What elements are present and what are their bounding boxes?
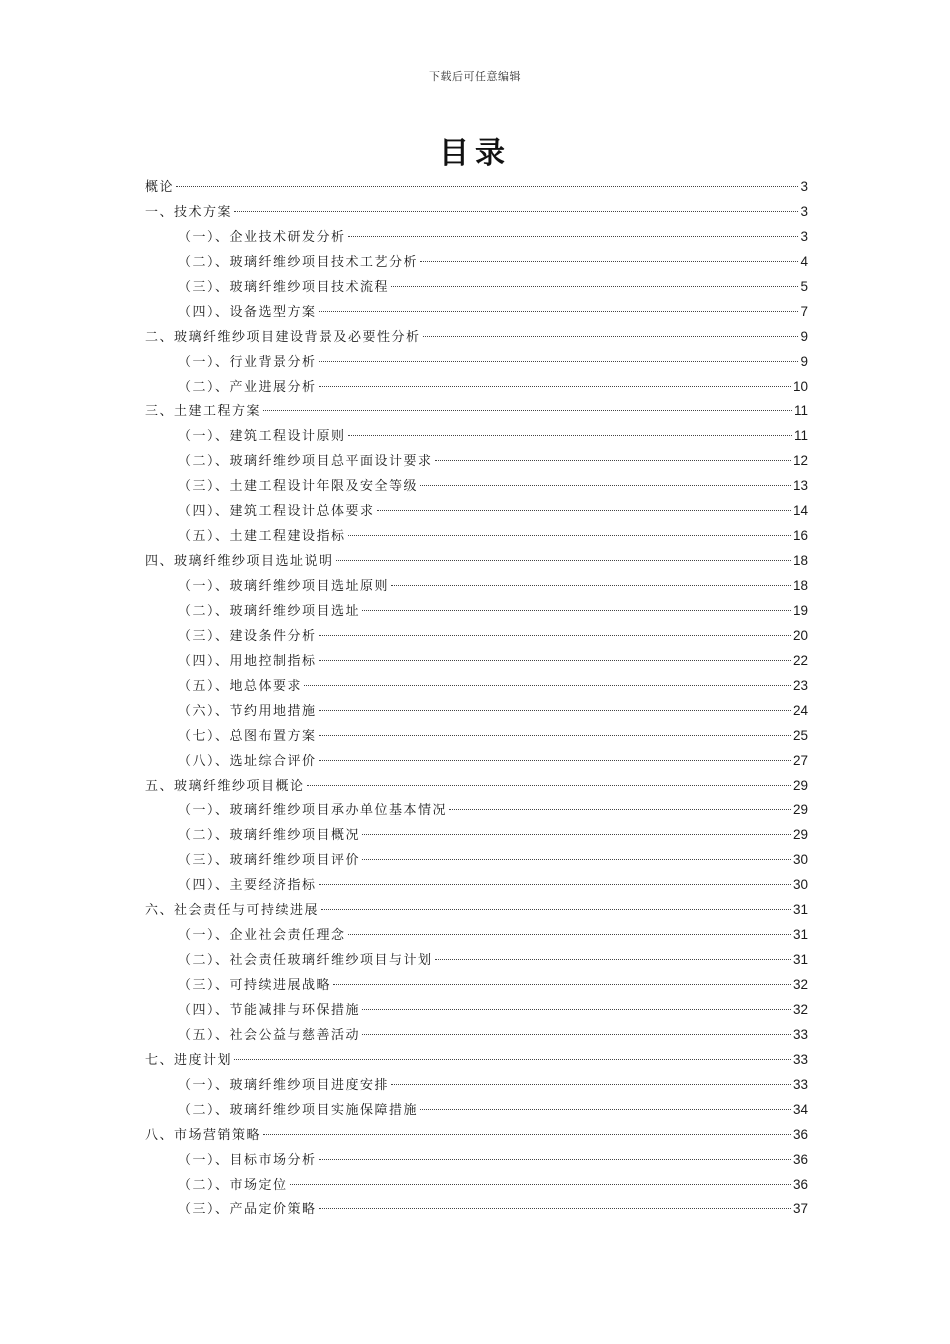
toc-dot-leader <box>362 1009 791 1010</box>
toc-entry[interactable] <box>145 1048 808 1073</box>
toc-entry-label: 五、玻璃纤维纱项目概论 <box>145 778 305 794</box>
toc-dot-leader <box>336 560 791 561</box>
toc-dot-leader <box>234 1059 791 1060</box>
toc-entry-page-number: 31 <box>792 952 808 968</box>
toc-entry-label: （四）、用地控制指标 <box>178 653 317 669</box>
toc-dot-leader <box>348 535 791 536</box>
toc-entry-label: （三）、产品定价策略 <box>178 1202 317 1218</box>
toc-entry-label: （三）、土建工程设计年限及安全等级 <box>178 479 419 495</box>
toc-entry-page-number: 4 <box>800 253 808 269</box>
toc-entry-page-number: 30 <box>792 852 808 868</box>
toc-entry-page-number: 12 <box>792 453 808 469</box>
table-of-contents <box>145 175 808 1222</box>
toc-entry-page-number: 24 <box>792 702 808 718</box>
toc-dot-leader <box>348 435 792 436</box>
toc-entry-label: 八、市场营销策略 <box>145 1127 262 1143</box>
toc-entry[interactable] <box>145 1197 808 1222</box>
toc-dot-leader <box>263 410 792 411</box>
toc-entry[interactable] <box>145 923 808 948</box>
toc-dot-leader <box>391 1084 791 1085</box>
toc-entry-page-number: 18 <box>792 553 808 569</box>
toc-entry-page-number: 22 <box>792 652 808 668</box>
toc-entry-page-number: 11 <box>793 428 808 444</box>
toc-dot-leader <box>319 760 791 761</box>
toc-entry-page-number: 31 <box>792 902 808 918</box>
toc-entry[interactable] <box>145 1023 808 1048</box>
toc-entry-label: （五）、社会公益与慈善活动 <box>178 1027 361 1043</box>
toc-dot-leader <box>263 1134 791 1135</box>
toc-entry-label: （二）、玻璃纤维纱项目概况 <box>178 828 361 844</box>
toc-entry-label: （四）、建筑工程设计总体要求 <box>178 504 375 520</box>
toc-entry-label: （二）、市场定位 <box>178 1177 288 1193</box>
toc-entry-label: （三）、玻璃纤维纱项目技术流程 <box>178 279 390 295</box>
toc-dot-leader <box>319 884 791 885</box>
toc-entry-label: （一）、目标市场分析 <box>178 1152 317 1168</box>
toc-entry[interactable] <box>145 200 808 225</box>
toc-dot-leader <box>391 286 798 287</box>
toc-dot-leader <box>176 186 798 187</box>
toc-entry-page-number: 29 <box>792 827 808 843</box>
toc-dot-leader <box>435 959 791 960</box>
toc-entry-label: （六）、节约用地措施 <box>178 703 317 719</box>
toc-entry-page-number: 16 <box>792 528 808 544</box>
toc-entry[interactable] <box>145 350 808 375</box>
toc-entry[interactable] <box>145 873 808 898</box>
toc-entry[interactable] <box>145 1073 808 1098</box>
toc-dot-leader <box>377 510 791 511</box>
page-title: 目录 <box>439 136 511 171</box>
toc-entry-page-number: 29 <box>792 802 808 818</box>
toc-dot-leader <box>348 236 799 237</box>
toc-dot-leader <box>362 610 791 611</box>
toc-entry[interactable] <box>145 724 808 749</box>
toc-entry-page-number: 3 <box>800 179 808 194</box>
toc-dot-leader <box>420 485 791 486</box>
toc-entry-page-number: 31 <box>792 927 808 943</box>
toc-entry-label: （五）、地总体要求 <box>178 678 303 694</box>
toc-entry[interactable] <box>145 599 808 624</box>
toc-entry[interactable] <box>145 399 808 424</box>
toc-dot-leader <box>319 1159 791 1160</box>
toc-entry-label: （五）、土建工程建设指标 <box>178 529 346 545</box>
toc-entry-label: 二、玻璃纤维纱项目建设背景及必要性分析 <box>145 329 421 345</box>
toc-entry-label: （一）、行业背景分析 <box>178 354 317 370</box>
toc-dot-leader <box>304 685 791 686</box>
toc-entry[interactable] <box>145 898 808 923</box>
toc-entry-page-number: 34 <box>792 1101 808 1117</box>
toc-entry[interactable] <box>145 1173 808 1198</box>
toc-entry[interactable] <box>145 1148 808 1173</box>
toc-dot-leader <box>391 585 791 586</box>
toc-dot-leader <box>362 834 791 835</box>
toc-entry-label: （一）、玻璃纤维纱项目承办单位基本情况 <box>178 803 448 819</box>
toc-entry[interactable] <box>145 699 808 724</box>
toc-entry[interactable] <box>145 624 808 649</box>
toc-entry[interactable] <box>145 300 808 325</box>
toc-entry[interactable] <box>145 798 808 823</box>
toc-dot-leader <box>290 1184 791 1185</box>
toc-dot-leader <box>319 361 799 362</box>
toc-dot-leader <box>423 336 799 337</box>
toc-entry[interactable] <box>145 1098 808 1123</box>
toc-dot-leader <box>435 460 791 461</box>
toc-dot-leader <box>321 909 791 910</box>
toc-entry-page-number: 10 <box>792 378 808 394</box>
toc-entry-label: （一）、企业社会责任理念 <box>178 928 346 944</box>
toc-entry[interactable] <box>145 1123 808 1148</box>
toc-entry-page-number: 9 <box>800 328 808 344</box>
toc-entry-page-number: 30 <box>792 877 808 893</box>
toc-entry[interactable] <box>145 449 808 474</box>
toc-entry-label: （二）、产业进展分析 <box>178 379 317 395</box>
toc-entry-label: （二）、玻璃纤维纱项目技术工艺分析 <box>178 254 419 270</box>
toc-entry-label: 概论 <box>145 180 175 195</box>
toc-entry-page-number: 9 <box>800 353 808 369</box>
toc-entry-page-number: 27 <box>792 752 808 768</box>
toc-entry-label: （二）、社会责任玻璃纤维纱项目与计划 <box>178 953 433 969</box>
toc-entry[interactable] <box>145 325 808 350</box>
toc-entry-label: （一）、企业技术研发分析 <box>178 229 346 245</box>
toc-entry-label: （二）、玻璃纤维纱项目总平面设计要求 <box>178 454 433 470</box>
toc-entry-page-number: 33 <box>792 1051 808 1067</box>
toc-entry-label: 六、社会责任与可持续进展 <box>145 903 320 919</box>
toc-dot-leader <box>319 386 791 387</box>
toc-entry-page-number: 7 <box>800 303 808 319</box>
toc-entry-page-number: 11 <box>793 403 808 419</box>
toc-dot-leader <box>319 735 791 736</box>
toc-entry-label: （四）、设备选型方案 <box>178 304 317 320</box>
toc-dot-leader <box>319 635 791 636</box>
toc-entry-page-number: 36 <box>792 1176 808 1192</box>
toc-entry-page-number: 32 <box>792 1001 808 1017</box>
toc-entry-page-number: 20 <box>792 627 808 643</box>
toc-entry-label: 七、进度计划 <box>145 1052 233 1068</box>
toc-entry[interactable] <box>145 250 808 275</box>
toc-entry-label: 一、技术方案 <box>145 204 233 220</box>
toc-entry[interactable] <box>145 499 808 524</box>
toc-entry-label: （一）、玻璃纤维纱项目进度安排 <box>178 1077 390 1093</box>
toc-dot-leader <box>319 1208 791 1209</box>
toc-entry-label: （三）、玻璃纤维纱项目评价 <box>178 853 361 869</box>
toc-entry[interactable] <box>145 549 808 574</box>
toc-entry-page-number: 3 <box>800 228 808 244</box>
toc-entry-label: （三）、建设条件分析 <box>178 628 317 644</box>
toc-entry-label: （一）、玻璃纤维纱项目选址原则 <box>178 579 390 594</box>
toc-entry[interactable] <box>145 823 808 848</box>
toc-dot-leader <box>449 809 791 810</box>
toc-dot-leader <box>307 785 791 786</box>
toc-entry-page-number: 3 <box>800 203 808 219</box>
toc-entry-label: （三）、可持续进展战略 <box>178 978 332 993</box>
toc-entry[interactable] <box>145 749 808 774</box>
toc-dot-leader <box>420 1109 791 1110</box>
toc-entry-page-number: 33 <box>792 1076 808 1092</box>
toc-entry-page-number: 13 <box>792 478 808 494</box>
toc-entry[interactable] <box>145 474 808 499</box>
toc-entry[interactable] <box>145 649 808 674</box>
toc-dot-leader <box>319 710 791 711</box>
toc-entry-page-number: 25 <box>792 727 808 743</box>
toc-dot-leader <box>234 211 798 212</box>
toc-entry[interactable] <box>145 574 808 599</box>
toc-entry[interactable] <box>145 375 808 400</box>
toc-dot-leader <box>420 261 798 262</box>
toc-entry-page-number: 23 <box>792 677 808 693</box>
toc-dot-leader <box>348 934 791 935</box>
toc-entry-label: （一）、建筑工程设计原则 <box>178 429 346 445</box>
toc-entry[interactable] <box>145 848 808 873</box>
toc-dot-leader <box>333 984 791 985</box>
toc-entry-label: 四、玻璃纤维纱项目选址说明 <box>145 554 334 570</box>
toc-entry-label: （四）、节能减排与环保措施 <box>178 1002 361 1018</box>
toc-entry[interactable] <box>145 948 808 973</box>
toc-entry-page-number: 36 <box>792 1126 808 1142</box>
toc-entry[interactable] <box>145 998 808 1023</box>
toc-entry[interactable] <box>145 774 808 799</box>
toc-entry-page-number: 36 <box>792 1151 808 1167</box>
toc-entry[interactable] <box>145 175 808 200</box>
page-header-note: 下载后可任意编辑 <box>429 70 521 83</box>
toc-entry[interactable] <box>145 225 808 250</box>
toc-dot-leader <box>319 660 791 661</box>
toc-entry-page-number: 33 <box>792 1026 808 1042</box>
toc-entry[interactable] <box>145 973 808 998</box>
toc-dot-leader <box>319 311 799 312</box>
toc-entry[interactable] <box>145 524 808 549</box>
toc-entry[interactable] <box>145 424 808 449</box>
toc-entry[interactable] <box>145 674 808 699</box>
toc-entry-label: （四）、主要经济指标 <box>178 878 317 894</box>
toc-dot-leader <box>362 1034 791 1035</box>
toc-entry-page-number: 29 <box>792 777 808 793</box>
toc-entry-label: （七）、总图布置方案 <box>178 728 317 744</box>
toc-dot-leader <box>362 859 791 860</box>
toc-entry-page-number: 37 <box>792 1201 808 1217</box>
toc-entry-label: （二）、玻璃纤维纱项目选址 <box>178 603 361 619</box>
toc-entry-page-number: 18 <box>792 578 808 593</box>
toc-entry[interactable] <box>145 275 808 300</box>
toc-entry-label: （八）、选址综合评价 <box>178 753 317 769</box>
toc-entry-page-number: 32 <box>792 977 808 992</box>
toc-entry-page-number: 14 <box>792 503 808 519</box>
toc-entry-page-number: 19 <box>792 602 808 618</box>
toc-entry-label: （二）、玻璃纤维纱项目实施保障措施 <box>178 1102 419 1118</box>
toc-entry-page-number: 5 <box>800 278 808 294</box>
toc-entry-label: 三、土建工程方案 <box>145 404 262 420</box>
